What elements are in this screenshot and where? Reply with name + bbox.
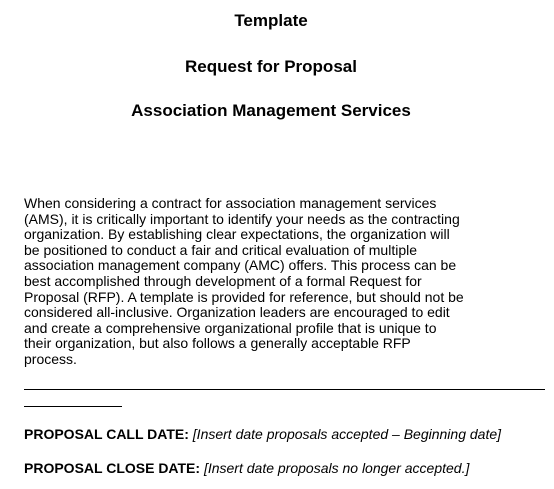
paragraph-line: best accomplished through development of a formal Request for: [24, 272, 422, 289]
paragraph-line: (AMS), it is critically important to identify your needs as the contracting: [24, 210, 460, 227]
short-divider-line: [24, 406, 122, 407]
proposal-close-date-label: PROPOSAL CLOSE DATE:: [24, 460, 201, 476]
paragraph-line: process.: [24, 350, 77, 367]
proposal-call-date-field: [24, 426, 501, 443]
document-subject: Association Management Services: [131, 101, 411, 120]
document-subtitle: Request for Proposal: [185, 57, 357, 76]
paragraph-line: their organization, but also follows a generally acceptable RFP: [24, 335, 411, 352]
proposal-close-date-field: [24, 460, 469, 477]
proposal-call-date-value: [Insert date proposals accepted – Beginning date]: [192, 426, 502, 442]
divider-line: [24, 389, 545, 390]
paragraph-line: When considering a contract for association management services: [24, 195, 437, 211]
intro-paragraph: [24, 196, 544, 368]
paragraph-line: considered all-inclusive. Organization leaders are encouraged to edit: [24, 304, 450, 321]
document-title: Template: [234, 11, 308, 30]
paragraph-line: Proposal (RFP). A template is provided for reference, but should not be: [24, 288, 464, 305]
paragraph-line: be positioned to conduct a fair and critical evaluation of multiple: [24, 241, 418, 258]
paragraph-line: association management company (AMC) offers. This process can be: [24, 257, 457, 274]
paragraph-line: organization. By establishing clear expectations, the organization will: [24, 226, 450, 243]
proposal-call-date-label: PROPOSAL CALL DATE:: [24, 426, 189, 442]
paragraph-line: and create a comprehensive organizational profile that is unique to: [24, 319, 437, 336]
proposal-close-date-value: [Insert date proposals no longer accepted.]: [203, 460, 470, 476]
